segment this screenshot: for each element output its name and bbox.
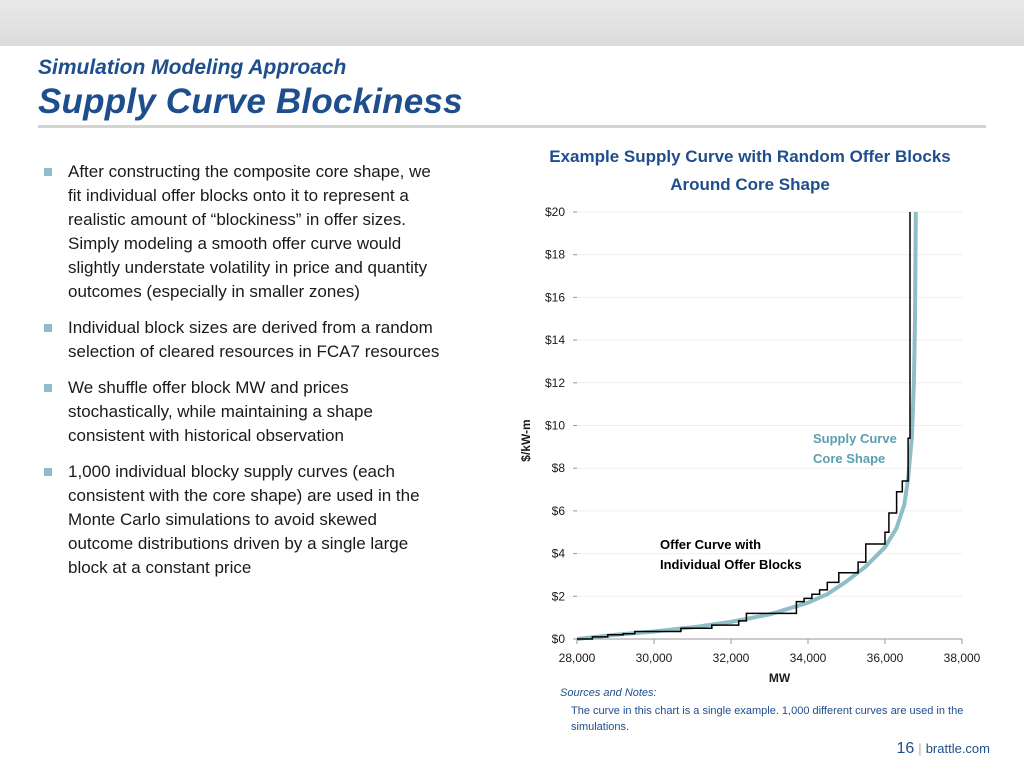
bullet-text: Individual block sizes are derived from a random selection of cleared resources in FCA7 resources xyxy=(68,318,440,361)
y-tick-label: $18 xyxy=(544,247,565,262)
notes-body: The curve in this chart is a single example. 1,000 different curves are used in the simulations. xyxy=(571,705,964,733)
y-tick-label: $2 xyxy=(551,589,565,604)
footer xyxy=(897,740,991,758)
bullet-item xyxy=(44,316,444,364)
slide-title: Supply Curve Blockiness xyxy=(38,82,463,121)
bullet-square-icon xyxy=(44,324,52,332)
bullet-item xyxy=(44,376,444,448)
footer-site: brattle.com xyxy=(925,741,990,756)
bullet-square-icon xyxy=(44,468,52,476)
page-number: 16 xyxy=(896,740,915,757)
y-tick-label: $20 xyxy=(544,205,565,219)
offer-curve-label: Offer Curve with Individual Offer Blocks xyxy=(660,537,802,572)
bullet-square-icon xyxy=(44,168,52,176)
y-tick-label: $4 xyxy=(551,546,565,561)
core-shape-label: Supply Curve Core Shape xyxy=(813,431,897,466)
y-tick-label: $14 xyxy=(544,333,565,348)
y-tick-label: $6 xyxy=(551,503,565,518)
bullet-item xyxy=(44,460,444,580)
y-tick-label: $12 xyxy=(544,375,565,390)
bullet-square-icon xyxy=(44,384,52,392)
bullet-text: After constructing the composite core shape, we fit individual offer blocks onto it to represent a realistic amount of “blockiness” in offer sizes. Simply modeling a smooth offer curve would slightly understate volatility in price and quantity outcomes (especially in smaller zones) xyxy=(68,162,431,301)
footer-separator: | xyxy=(918,741,922,756)
x-tick-label: 28,000 xyxy=(558,651,596,665)
bullet-list xyxy=(44,160,444,592)
top-banner xyxy=(0,0,1024,46)
x-axis-label: MW xyxy=(768,671,791,685)
x-tick-label: 30,000 xyxy=(635,651,673,665)
y-axis-label: $/kW-m xyxy=(519,419,533,462)
notes-heading: Sources and Notes: xyxy=(560,687,657,699)
x-tick-label: 36,000 xyxy=(866,651,904,665)
y-tick-label: $0 xyxy=(551,632,565,646)
bullet-text: 1,000 individual blocky supply curves (each consistent with the core shape) are used in the Monte Carlo simulations to avoid skewed outcome distributions driven by a single large block at a constant price xyxy=(68,462,420,577)
x-tick-label: 32,000 xyxy=(712,651,750,665)
y-tick-label: $8 xyxy=(551,461,565,476)
x-tick-label: 34,000 xyxy=(789,651,827,665)
x-tick-label: 38,000 xyxy=(943,651,981,665)
slide-subtitle: Simulation Modeling Approach xyxy=(38,56,347,79)
y-tick-label: $10 xyxy=(544,418,565,433)
bullet-text: We shuffle offer block MW and prices stochastically, while maintaining a shape consistent with historical observation xyxy=(68,378,373,445)
bullet-item xyxy=(44,160,444,304)
title-divider xyxy=(38,125,986,128)
y-tick-label: $16 xyxy=(544,290,565,305)
supply-curve-chart xyxy=(500,195,990,687)
chart-title: Example Supply Curve with Random Offer Blocks Around Core Shape xyxy=(549,147,951,194)
